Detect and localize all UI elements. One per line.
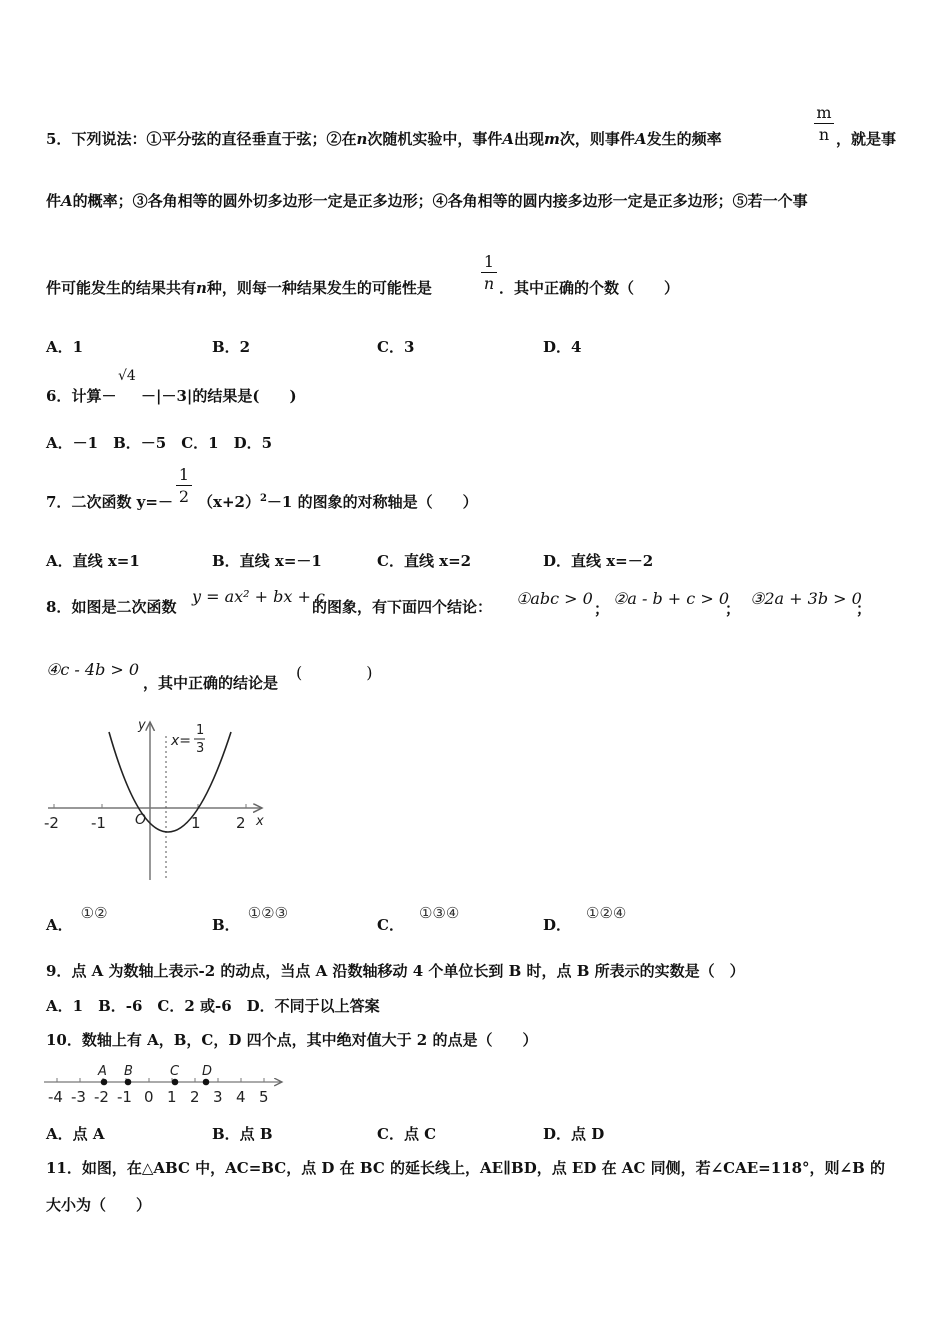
q6-options[interactable]: A．－1 B．－5 C．1 D．5 bbox=[46, 434, 273, 452]
symmetry-label: x= bbox=[171, 733, 192, 749]
q9-number: 9． bbox=[46, 962, 72, 980]
q7-text: －1 的图象的对称轴是（ ） bbox=[266, 493, 478, 511]
tick-label-1: 1 bbox=[191, 814, 201, 832]
q5-var-a: A bbox=[634, 130, 647, 148]
q8-conclusion-2: ②a - b + c > 0 bbox=[613, 589, 729, 608]
option-value: ①②③ bbox=[247, 904, 289, 922]
q11-line1 bbox=[46, 1157, 885, 1178]
option-value: ①③④ bbox=[418, 904, 460, 922]
q8-parabola-graph bbox=[40, 712, 280, 887]
option-value: ①②④ bbox=[586, 904, 627, 922]
q8-text: 如图是二次函数 bbox=[71, 598, 177, 616]
q10-stem bbox=[46, 1029, 537, 1050]
q5-number: 5． bbox=[46, 130, 72, 148]
symmetry-denominator: 3 bbox=[196, 741, 205, 756]
q8-separator: ； bbox=[856, 600, 872, 618]
q5-text: 下列说法：①平分弦的直径垂直于弦；②在 bbox=[71, 130, 357, 148]
tick-label: -3 bbox=[71, 1088, 86, 1106]
q6-stem-end: －|－3|的结果是( ) bbox=[141, 387, 297, 405]
q10-number-line bbox=[42, 1062, 292, 1108]
fraction-numerator: 1 bbox=[178, 465, 190, 484]
tick-label: -1 bbox=[117, 1088, 132, 1106]
q7-stem bbox=[46, 491, 173, 512]
point-c-label: C bbox=[170, 1064, 180, 1079]
tick-label-neg1: -1 bbox=[91, 814, 106, 832]
q8-function: y = ax² + bx + c bbox=[192, 587, 325, 606]
tick-label-2: 2 bbox=[236, 814, 246, 832]
q10-option-a[interactable]: A．点 A bbox=[46, 1125, 105, 1143]
tick-label: -2 bbox=[94, 1088, 109, 1106]
q8-stem-mid: 的图象，有下面四个结论： bbox=[312, 598, 493, 616]
point-d-label: D bbox=[202, 1064, 213, 1079]
option-letter: C． bbox=[377, 916, 404, 934]
q10-option-d[interactable]: D．点 D bbox=[543, 1125, 605, 1143]
tick-label: 0 bbox=[144, 1088, 154, 1106]
q7-exponent: 2 bbox=[259, 493, 267, 504]
q5-fraction-1-over-n bbox=[481, 252, 497, 293]
q8-stem bbox=[46, 596, 176, 617]
q10-option-c[interactable]: C．点 C bbox=[377, 1125, 437, 1143]
y-axis-label: y bbox=[138, 718, 146, 733]
q5-line3-end: ．其中正确的个数（ ） bbox=[499, 279, 680, 297]
q7-number: 7． bbox=[46, 493, 72, 511]
q9-text: 点 A 为数轴上表示-2 的动点，当点 A 沿数轴移动 4 个单位长到 B 时，点 B 所表示的实数是（ ） bbox=[71, 962, 745, 980]
fraction-bar bbox=[814, 123, 834, 124]
q8-stem-end: ，其中正确的结论是 bbox=[143, 674, 279, 692]
option-letter: D． bbox=[543, 916, 572, 934]
q8-option-d[interactable] bbox=[543, 904, 627, 935]
q7-option-c[interactable]: C．直线 x=2 bbox=[377, 552, 472, 570]
origin-label: O bbox=[135, 812, 147, 828]
q5-line3 bbox=[46, 277, 432, 298]
q5-text: 次，则事件 bbox=[559, 130, 635, 148]
q7-text: （x+2） bbox=[198, 493, 260, 511]
tick-label: 2 bbox=[190, 1088, 200, 1106]
q6-sqrt: √4 bbox=[118, 368, 136, 384]
q5-line1 bbox=[46, 128, 722, 149]
q5-option-b[interactable]: B．2 bbox=[212, 338, 251, 356]
q8-conclusion-1: ①abc > 0 bbox=[516, 589, 593, 608]
q9-options[interactable]: A．1 B．-6 C．2 或-6 D．不同于以上答案 bbox=[46, 997, 380, 1015]
q10-option-b[interactable]: B．点 B bbox=[212, 1125, 273, 1143]
q8-conclusion-3: ③2a + 3b > 0 bbox=[750, 589, 862, 608]
q7-option-b[interactable]: B．直线 x=－1 bbox=[212, 552, 322, 570]
fraction-bar bbox=[176, 485, 192, 486]
q5-option-a[interactable]: A．1 bbox=[46, 338, 84, 356]
tick-label: 5 bbox=[259, 1088, 269, 1106]
q8-conclusion-4: ④c - 4b > 0 bbox=[46, 660, 140, 679]
q6-number: 6． bbox=[46, 387, 72, 405]
q11-line2: 大小为（ ） bbox=[46, 1196, 152, 1214]
q10-text: 数轴上有 A，B，C，D 四个点，其中绝对值大于 2 的点是（ ） bbox=[81, 1031, 538, 1049]
tick-label: -4 bbox=[48, 1088, 63, 1106]
tick-label-neg2: -2 bbox=[44, 814, 59, 832]
q6-stem bbox=[46, 385, 116, 406]
q8-number: 8． bbox=[46, 598, 72, 616]
q5-var-a: A bbox=[61, 192, 73, 210]
q7-option-d[interactable]: D．直线 x=－2 bbox=[543, 552, 654, 570]
point-b-dot bbox=[125, 1079, 132, 1086]
q5-var-n: n bbox=[356, 130, 368, 148]
q5-text: 出现 bbox=[514, 130, 545, 148]
fraction-bar bbox=[481, 272, 497, 273]
q5-var-m: m bbox=[544, 130, 560, 148]
q5-option-c[interactable]: C．3 bbox=[377, 338, 415, 356]
q7-text: 二次函数 y=－ bbox=[71, 493, 173, 511]
q5-text: 件 bbox=[46, 192, 62, 210]
fraction-denominator: n bbox=[483, 274, 495, 293]
fraction-numerator: 1 bbox=[483, 252, 495, 271]
q7-option-a[interactable]: A．直线 x=1 bbox=[46, 552, 140, 570]
fraction-numerator: m bbox=[816, 103, 832, 122]
point-a-dot bbox=[101, 1079, 108, 1086]
q6-text: 计算－ bbox=[71, 387, 117, 405]
q8-option-b[interactable] bbox=[212, 904, 289, 935]
q5-text: 件可能发生的结果共有 bbox=[46, 279, 197, 297]
q5-line1-end: ，就是事 bbox=[836, 130, 897, 148]
point-a-label: A bbox=[98, 1064, 107, 1079]
q8-option-c[interactable] bbox=[377, 904, 460, 935]
point-d-dot bbox=[203, 1079, 210, 1086]
x-axis-label: x bbox=[256, 814, 264, 829]
q8-separator: ； bbox=[594, 600, 610, 618]
fraction-denominator: n bbox=[818, 125, 830, 144]
q8-answer-paren: ( ) bbox=[296, 663, 373, 682]
option-letter: A． bbox=[46, 916, 73, 934]
q7-stem-end bbox=[198, 491, 478, 512]
q5-text: 次随机实验中，事件 bbox=[367, 130, 503, 148]
q9-stem bbox=[46, 960, 745, 981]
q5-line2 bbox=[46, 190, 808, 211]
tick-label: 4 bbox=[236, 1088, 246, 1106]
q11-text: 如图，在△ABC 中，AC=BC，点 D 在 BC 的延长线上，AE∥BD，点 ED 在 AC 同侧，若∠CAE=118°，则∠B 的 bbox=[81, 1159, 886, 1177]
q10-number: 10． bbox=[46, 1031, 82, 1049]
q11-number: 11． bbox=[46, 1159, 82, 1177]
q5-fraction-m-over-n bbox=[814, 103, 834, 144]
q5-var-n: n bbox=[196, 279, 207, 297]
point-c-dot bbox=[172, 1079, 179, 1086]
q5-var-a: A bbox=[502, 130, 515, 148]
q8-option-a[interactable] bbox=[46, 904, 108, 935]
fraction-denominator: 2 bbox=[178, 487, 190, 506]
q5-text: 发生的频率 bbox=[646, 130, 722, 148]
option-letter: B． bbox=[212, 916, 240, 934]
q8-separator: ； bbox=[725, 600, 741, 618]
symmetry-numerator: 1 bbox=[196, 723, 205, 738]
q5-text: 的概率；③各角相等的圆外切多边形一定是正多边形；④各角相等的圆内接多边形一定是正多边形；⑤若一个事 bbox=[72, 192, 808, 210]
q5-text: 种，则每一种结果发生的可能性是 bbox=[206, 279, 432, 297]
point-b-label: B bbox=[124, 1064, 133, 1079]
parabola-curve bbox=[109, 732, 231, 832]
tick-label: 3 bbox=[213, 1088, 223, 1106]
q5-option-d[interactable]: D．4 bbox=[543, 338, 582, 356]
option-value: ①② bbox=[80, 904, 108, 922]
tick-label: 1 bbox=[167, 1088, 177, 1106]
q7-fraction-half bbox=[176, 465, 192, 506]
